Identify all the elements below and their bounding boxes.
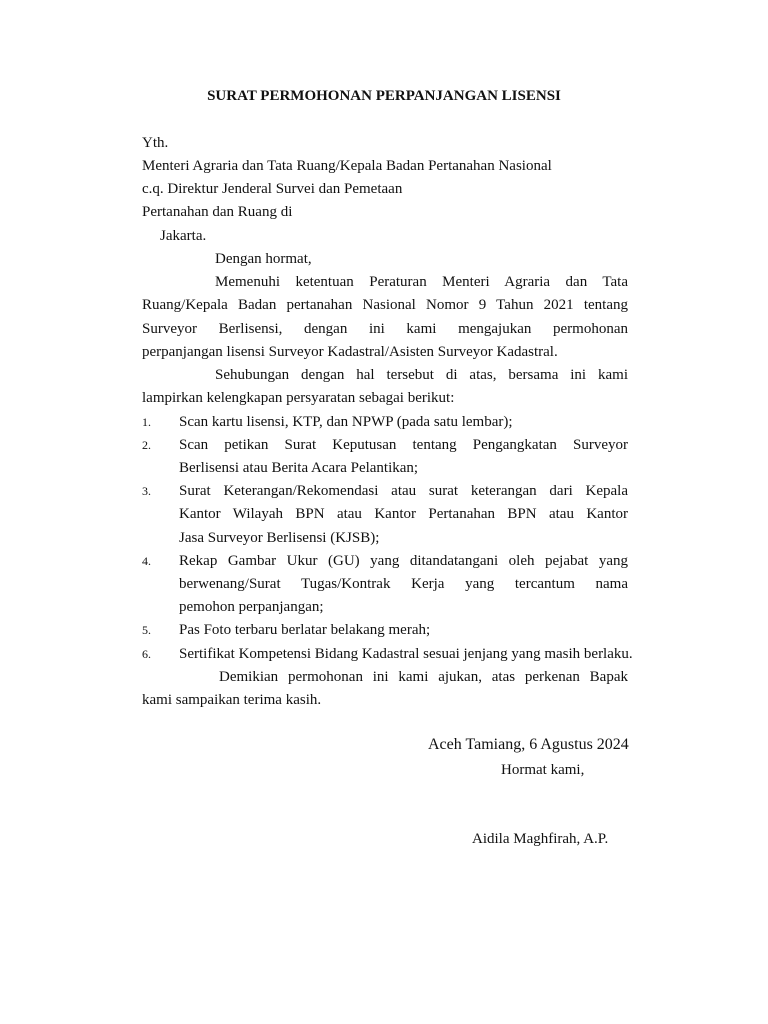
list-item-text: Kantor Wilayah BPN atau Kantor Pertanahan BPN atau Kantor [179, 506, 628, 522]
list-item-text: Berlisensi atau Berita Acara Pelantikan; [179, 460, 419, 476]
paragraph-2-line-2: lampirkan kelengkapan persyaratan sebagai berikut: [142, 390, 455, 406]
letter-title: SURAT PERMOHONAN PERPANJANGAN LISENSI [207, 88, 561, 104]
list-item-text: Jasa Surveyor Berlisensi (KJSB); [179, 530, 380, 546]
list-item-text: Pas Foto terbaru berlatar belakang merah; [179, 622, 431, 638]
list-item-text: Sertifikat Kompetensi Bidang Kadastral sesuai jenjang yang masih berlaku. [179, 646, 633, 662]
list-item-number: 5. [142, 623, 151, 637]
list-item-number: 4. [142, 554, 151, 568]
list-item-number: 1. [142, 415, 151, 429]
place-date: Aceh Tamiang, 6 Agustus 2024 [428, 736, 629, 753]
recipient-line-3: Pertanahan dan Ruang di [142, 204, 293, 220]
recipient-yth: Yth. [142, 135, 169, 151]
recipient-line-2: c.q. Direktur Jenderal Survei dan Pemetaan [142, 181, 403, 197]
paragraph-1-line-2: Ruang/Kepala Badan pertanahan Nasional Nomor 9 Tahun 2021 tentang [142, 297, 628, 313]
signatory-name: Aidila Maghfirah, A.P. [472, 831, 609, 847]
list-item-number: 6. [142, 647, 151, 661]
list-item-number: 3. [142, 484, 151, 498]
paragraph-2-line-1: Sehubungan dengan hal tersebut di atas, bersama ini kami [215, 367, 628, 383]
list-item-text: pemohon perpanjangan; [179, 599, 324, 615]
list-item-text: Scan petikan Surat Keputusan tentang Pengangkatan Surveyor [179, 437, 628, 453]
list-item-text: Rekap Gambar Ukur (GU) yang ditandatangani oleh pejabat yang [179, 553, 628, 569]
list-item-text: Surat Keterangan/Rekomendasi atau surat keterangan dari Kepala [179, 483, 628, 499]
recipient-city: Jakarta. [160, 228, 207, 244]
closing-line-1: Demikian permohonan ini kami ajukan, atas perkenan Bapak [219, 669, 628, 685]
paragraph-1-line-3: Surveyor Berlisensi, dengan ini kami mengajukan permohonan [142, 321, 628, 337]
list-item-number: 2. [142, 438, 151, 452]
paragraph-1-line-1: Memenuhi ketentuan Peraturan Menteri Agraria dan Tata [215, 274, 628, 290]
closing-line-2: kami sampaikan terima kasih. [142, 692, 322, 708]
list-item-text: Scan kartu lisensi, KTP, dan NPWP (pada satu lembar); [179, 414, 513, 430]
list-item-text: berwenang/Surat Tugas/Kontrak Kerja yang tercantum nama [179, 576, 628, 592]
greeting: Dengan hormat, [215, 251, 312, 267]
recipient-line-1: Menteri Agraria dan Tata Ruang/Kepala Badan Pertanahan Nasional [142, 158, 552, 174]
paragraph-1-line-4: perpanjangan lisensi Surveyor Kadastral/Asisten Surveyor Kadastral. [142, 344, 558, 360]
regards: Hormat kami, [501, 762, 585, 778]
